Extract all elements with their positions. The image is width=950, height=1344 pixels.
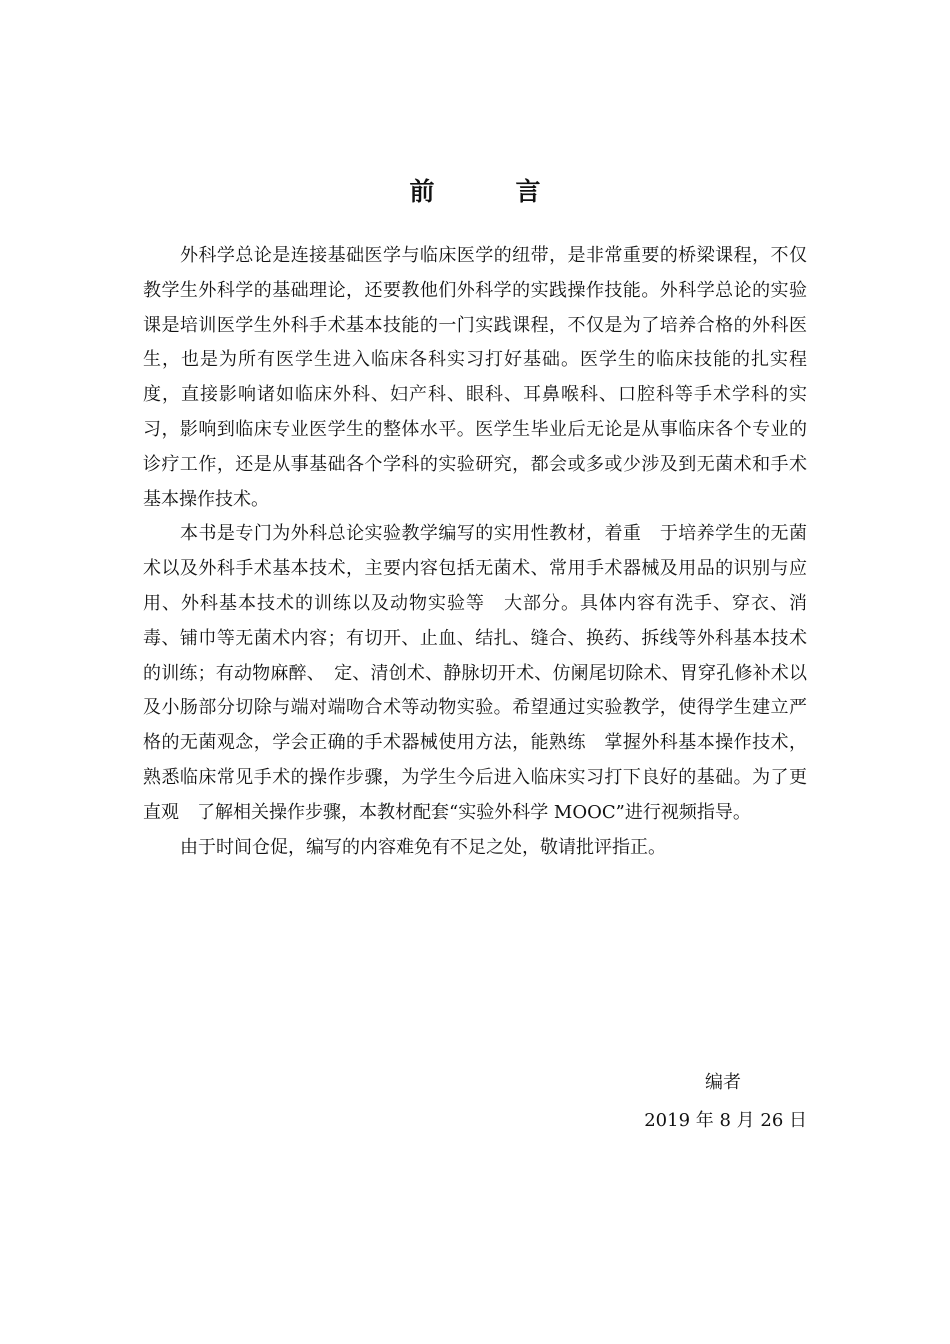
page-title: 前 言: [409, 177, 569, 206]
signature-date: 2019 年 8 月 26 日: [644, 1110, 807, 1131]
paragraph-1: 外科学总论是连接基础医学与临床医学的纽带，是非常重要的桥梁课程，不仅教学生外科学的基础理论，还要教他们外科学的实践操作技能。外科学总论的实验课是培训医学生外科手术基本技能的一门实践课程，不仅是为了培养合格的外科医生，也是为所有医学生进入临床各科实习打好基础。医学生的临床技能的扎实程度，直接影响诸如临床外科、妇产科、眼科、耳鼻喉科、口腔科等手术学科的实习，影响到临床专业医学生的整体水平。医学生毕业后无论是从事临床各个专业的诊疗工作，还是从事基础各个学科的实验研究，都会或多或少涉及到无菌术和手术基本操作技术。: [143, 245, 807, 510]
paragraph-2: 本书是专门为外科总论实验教学编写的实用性教材，着重 于培养学生的无菌术以及外科手术基本技术，主要内容包括无菌术、常用手术器械及用品的识别与应用、外科基本技术的训练以及动物实验等 大部分。具体内容有洗手、穿衣、消毒、铺巾等无菌术内容；有切开、止血、结扎、缝合、换药、拆线等外科基本技术的训练；有动物麻醉、 定、清创术、静脉切开术、仿阑尾切除术、胃穿孔修补术以及小肠部分切除与端对端吻合术等动物实验。希望通过实验教学，使得学生建立严格的无菌观念，学会正确的手术器械使用方法，能熟练 掌握外科基本操作技术，熟悉临床常见手术的操作步骤，为学生今后进入临床实习打下良好的基础。为了更直观 了解相关操作步骤，本教材配套“实验外科学 MOOC”进行视频指导。: [143, 523, 807, 823]
preface-body: [143, 239, 807, 865]
signature-block: [644, 1064, 807, 1140]
paragraph-3: 由于时间仓促，编写的内容难免有不足之处，敬请批评指正。: [180, 836, 666, 858]
signature-author: 编者: [705, 1072, 741, 1093]
